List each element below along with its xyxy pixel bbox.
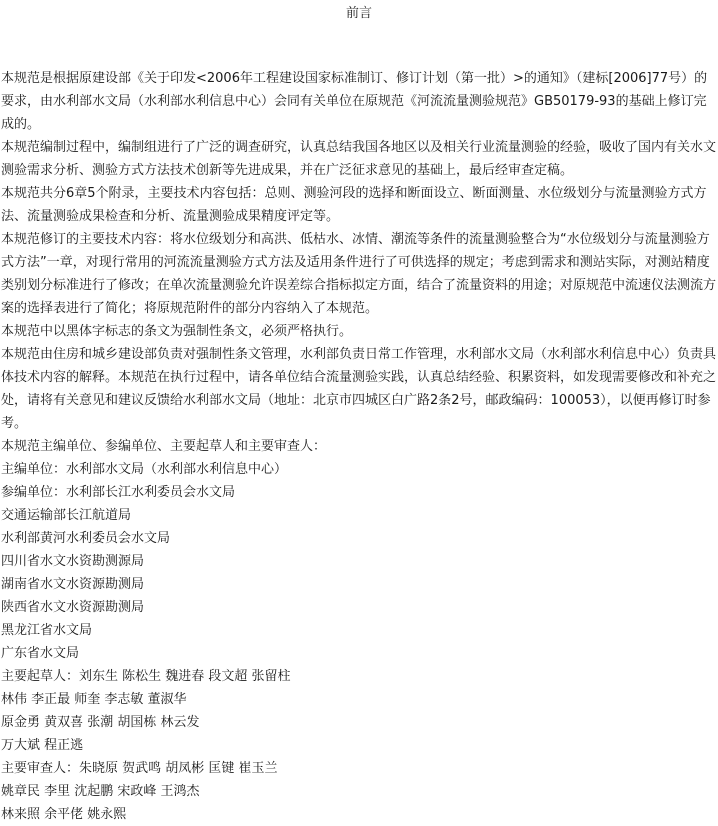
participating-unit: 陕西省水文水资源勘测局 [1,600,145,615]
participating-unit: 交通运输部长江航道局 [1,508,132,523]
paragraph-basis: 本规范是根据原建设部《关于印发<2006年工程建设国家标准制订、修订计划（第一批）>的通知》（建标[2006]77号）的要求，由水利部水文局（水利部水利信息中心）会同有关单位在原规范《河流流量测验规范》GB50179-93的基础上修订完成的。 [1,71,708,132]
participating-unit: 广东省水文局 [1,646,80,661]
reviewers-line: 林来照 余平佬 姚永熙 [1,807,127,822]
drafters-line: 主要起草人：刘东生 陈松生 魏进春 段文超 张留柱 [1,669,291,684]
reviewers-line: 姚章民 李里 沈起鹏 宋政峰 王鸿杰 [1,784,200,799]
drafters-line: 原金勇 黄双喜 张潮 胡国栋 林云发 [1,715,200,730]
participating-unit: 四川省水文水资勘测源局 [1,554,145,569]
participating-unit: 黑龙江省水文局 [1,623,93,638]
reviewers-line: 主要审查人：朱晓原 贺武鸣 胡凤彬 匡键 崔玉兰 [1,761,278,776]
drafters-line: 林伟 李正最 师奎 李志敏 董淑华 [1,692,187,707]
paragraph-mandatory: 本规范中以黑体字标志的条文为强制性条文，必须严格执行。 [1,324,353,339]
participating-unit: 水利部黄河水利委员会水文局 [1,531,171,546]
paragraph-management: 本规范由住房和城乡建设部负责对强制性条文管理，水利部负责日常工作管理，水利部水文局（水利部水利信息中心）负责具体技术内容的解释。本规范在执行过程中，请各单位结合流量测验实践，认真总结经验、积累资料，如发现需要修改和补充之处，请将有关意见和建议反馈给水利部水文局（地址：北京市四城区白广路2条2号，邮政编码：100053），以便再修订时参考。 [1,347,717,431]
paragraph-revisions: 本规范修订的主要技术内容：将水位级划分和高洪、低枯水、冰情、潮流等条件的流量测验整合为“水位级划分与流量测验方式方法”一章，对现行常用的河流流量测验方式方法及适用条件进行了可供选择的规定；考虑到需求和测站实际，对测站精度类别划分标准进行了修改；在单次流量测验允许误差综合指标拟定方面，结合了流量资料的用途；对原规范中流速仪法测流方案的选择表进行了简化；将原规范附件的部分内容纳入了本规范。 [1,232,717,316]
paragraph-compilation: 本规范编制过程中，编制组进行了广泛的调查研究，认真总结我国各地区以及相关行业流量测验的经验，吸收了国内有关水文测验需求分析、测验方式方法技术创新等先进成果，并在广泛征求意见的基础上，最后经审查定稿。 [1,140,717,178]
document-body [1,67,717,826]
participating-unit: 参编单位：水利部长江水利委员会水文局 [1,485,236,500]
drafters-line: 万大斌 程正逃 [1,738,84,753]
chief-editor-unit: 主编单位：水利部水文局（水利部水利信息中心） [1,462,288,477]
paragraph-structure: 本规范共分6章5个附录，主要技术内容包括：总则、测验河段的选择和断面设立、断面测量、水位级划分与流量测验方式方法、流量测验成果检查和分析、流量测验成果精度评定等。 [1,186,707,224]
participating-unit: 湖南省水文水资源勘测局 [1,577,145,592]
document-title: 前言 [345,6,372,21]
paragraph-contributors-intro: 本规范主编单位、参编单位、主要起草人和主要审查人： [1,439,327,454]
